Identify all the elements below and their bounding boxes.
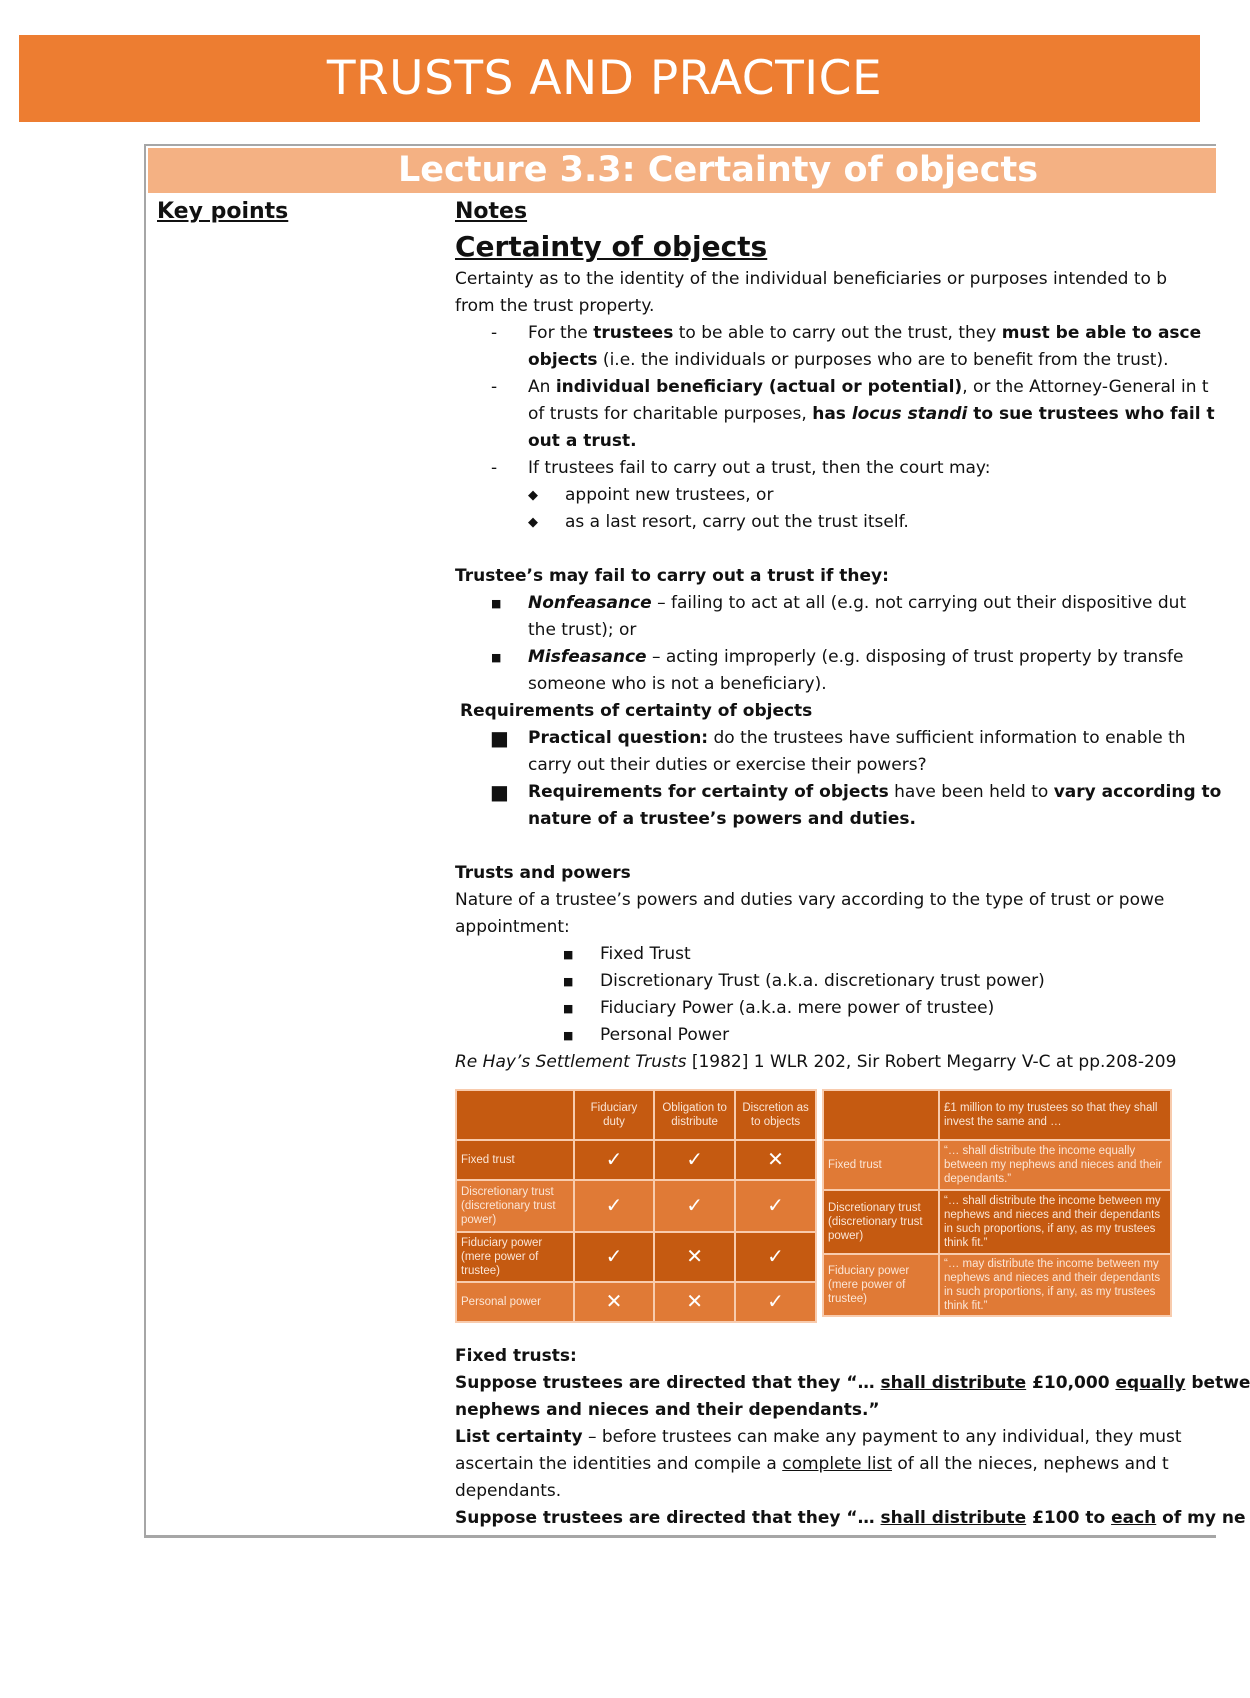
check-icon: ✓ <box>735 1232 816 1282</box>
row-label: Fiduciary power (mere power of trustee) <box>823 1254 939 1316</box>
row-text: “… shall distribute the income between my nephews and nieces and their dependants in such proportions, if any, as my trustees think fit.” <box>939 1190 1171 1254</box>
row-label: Discretionary trust (discretionary trust power) <box>823 1190 939 1254</box>
table-header-cell: Discretion as to objects <box>735 1090 816 1140</box>
table-header-cell: Fiduciary duty <box>574 1090 654 1140</box>
box-marker: ■ <box>490 726 509 750</box>
powers-comparison-table <box>455 1089 817 1323</box>
dash-item: - If trustees fail to carry out a trust, then the court may: <box>455 455 1215 482</box>
row-text: “… shall distribute the income equally between my nephews and nieces and their dependants.” <box>939 1140 1171 1190</box>
notes-heading: Notes <box>455 199 528 224</box>
square-item-continued: someone who is not a beneficiary). <box>528 674 827 694</box>
type-item: ■ Personal Power <box>455 1022 1215 1049</box>
check-icon: ✓ <box>654 1180 735 1232</box>
lecture-title: Lecture 3.3: Certainty of objects <box>398 150 1039 190</box>
row-label: Fixed trust <box>456 1140 574 1180</box>
table-row <box>456 1140 816 1180</box>
check-icon: ✓ <box>735 1180 816 1232</box>
square-marker: ■ <box>563 1002 574 1015</box>
dash-item: - For the trustees to be able to carry out the trust, they must be able to asce <box>455 320 1215 347</box>
table-row <box>456 1232 816 1282</box>
bullet-item: ◆ appoint new trustees, or <box>455 482 1215 509</box>
trusts-powers-heading: Trusts and powers <box>455 863 631 883</box>
fixed-line: List certainty – before trustees can make any payment to any individual, they must <box>455 1427 1182 1447</box>
box-marker: ■ <box>490 780 509 804</box>
check-icon: ✓ <box>654 1140 735 1180</box>
fixed-trusts-section <box>455 1343 1250 1532</box>
row-label: Discretionary trust (discretionary trust power) <box>456 1180 574 1232</box>
box-item-continued: carry out their duties or exercise their powers? <box>528 755 927 775</box>
square-item: ■ Nonfeasance – failing to act at all (e.g. not carrying out their dispositive dut <box>455 590 1215 617</box>
fixed-line: nephews and nieces and their dependants.” <box>455 1400 880 1420</box>
type-item: ■ Fixed Trust <box>455 941 1215 968</box>
section-heading: Certainty of objects <box>455 230 768 263</box>
wording-examples-table <box>822 1089 1172 1317</box>
type-item: ■ Discretionary Trust (a.k.a. discretionary trust power) <box>455 968 1215 995</box>
table-header-row <box>823 1090 1171 1140</box>
fixed-trusts-heading: Fixed trusts: <box>455 1346 577 1366</box>
fixed-line: Suppose trustees are directed that they “… shall distribute £100 to each of my ne <box>455 1508 1246 1528</box>
key-points-heading: Key points <box>157 199 289 224</box>
lecture-title-bar <box>148 148 1216 193</box>
intro-line: from the trust property. <box>455 296 655 316</box>
dash-marker: - <box>491 458 498 478</box>
check-icon: ✓ <box>574 1232 654 1282</box>
square-marker: ■ <box>491 651 502 664</box>
square-marker: ■ <box>491 597 502 610</box>
cross-icon: ✕ <box>654 1232 735 1282</box>
bullet-marker: ◆ <box>528 515 538 530</box>
table-row <box>823 1140 1171 1190</box>
table-row <box>456 1282 816 1322</box>
box-item-continued: nature of a trustee’s powers and duties. <box>528 809 916 829</box>
fixed-line: ascertain the identities and compile a complete list of all the nieces, nephews and t <box>455 1454 1169 1474</box>
box-item: ■ Requirements for certainty of objects have been held to vary according to <box>490 780 1222 804</box>
box-item: ■ Practical question: do the trustees have sufficient information to enable th <box>490 726 1186 750</box>
cross-icon: ✕ <box>735 1140 816 1180</box>
square-marker: ■ <box>563 1029 574 1042</box>
table-header-cell: Obligation to distribute <box>654 1090 735 1140</box>
dash-marker: - <box>491 323 498 343</box>
notes-column <box>455 228 1222 1076</box>
type-item: ■ Fiduciary Power (a.k.a. mere power of trustee) <box>455 995 1215 1022</box>
dash-item: - An individual beneficiary (actual or potential), or the Attorney-General in t <box>455 374 1215 401</box>
fixed-line: Suppose trustees are directed that they “… shall distribute £10,000 equally betwe <box>455 1373 1250 1393</box>
cross-icon: ✕ <box>654 1282 735 1322</box>
square-marker: ■ <box>563 948 574 961</box>
row-label: Fixed trust <box>823 1140 939 1190</box>
table-row <box>456 1180 816 1232</box>
dash-item-continued: out a trust. <box>528 431 637 451</box>
fail-heading: Trustee’s may fail to carry out a trust if they: <box>455 566 889 586</box>
intro-line: Certainty as to the identity of the individual beneficiaries or purposes intended to b <box>455 269 1168 289</box>
table-row <box>823 1190 1171 1254</box>
trusts-powers-line: Nature of a trustee’s powers and duties vary according to the type of trust or powe <box>455 890 1165 910</box>
fixed-line: dependants. <box>455 1481 562 1501</box>
document-banner <box>19 35 1200 122</box>
dash-item-continued: of trusts for charitable purposes, has locus standi to sue trustees who fail t <box>528 404 1215 424</box>
cross-icon: ✕ <box>574 1282 654 1322</box>
row-text: “… may distribute the income between my nephews and nieces and their dependants in such proportions, if any, as my trustees think fit.” <box>939 1254 1171 1316</box>
document-title: TRUSTS AND PRACTICE <box>326 51 883 106</box>
row-label: Fiduciary power (mere power of trustee) <box>456 1232 574 1282</box>
row-label: Personal power <box>456 1282 574 1322</box>
check-icon: ✓ <box>574 1180 654 1232</box>
requirements-heading: Requirements of certainty of objects <box>460 701 813 721</box>
table-corner-cell <box>823 1090 939 1140</box>
dash-item-continued: objects (i.e. the individuals or purposes who are to benefit from the trust). <box>528 350 1169 370</box>
square-item: ■ Misfeasance – acting improperly (e.g. disposing of trust property by transfe <box>455 644 1215 671</box>
table-header-row <box>456 1090 816 1140</box>
square-marker: ■ <box>563 975 574 988</box>
table-header-cell: £1 million to my trustees so that they shall invest the same and … <box>939 1090 1171 1140</box>
bullet-item: ◆ as a last resort, carry out the trust itself. <box>455 509 1215 536</box>
square-item-continued: the trust); or <box>528 620 637 640</box>
check-icon: ✓ <box>574 1140 654 1180</box>
table-corner-cell <box>456 1090 574 1140</box>
dash-marker: - <box>491 377 498 397</box>
trusts-powers-line: appointment: <box>455 917 570 937</box>
table-row <box>823 1254 1171 1316</box>
check-icon: ✓ <box>735 1282 816 1322</box>
case-citation: Re Hay’s Settlement Trusts [1982] 1 WLR 202, Sir Robert Megarry V-C at pp.208-209 <box>455 1052 1177 1072</box>
bullet-marker: ◆ <box>528 488 538 503</box>
